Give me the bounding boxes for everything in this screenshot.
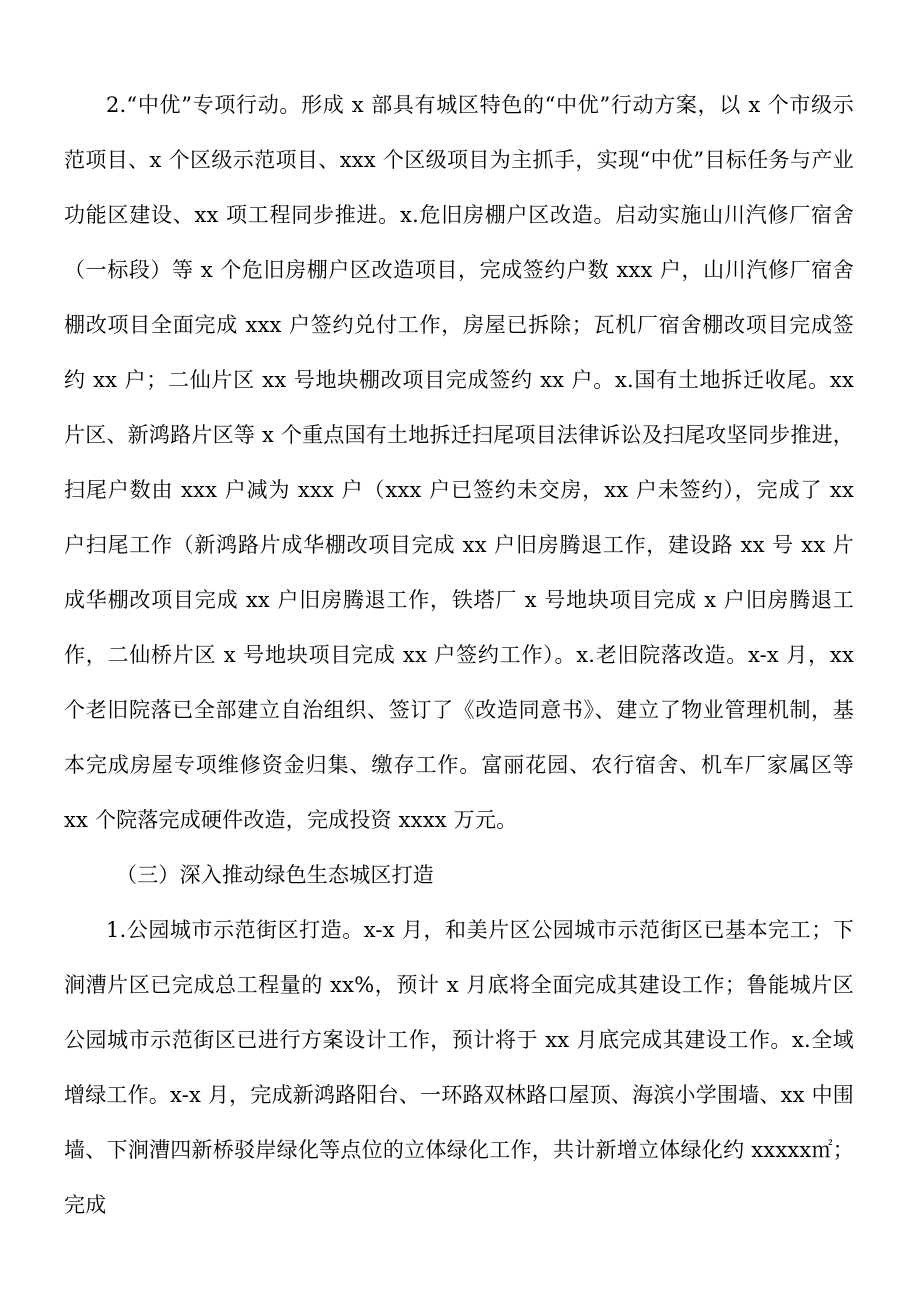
- section-heading: （三）深入推动绿色生态城区打造: [116, 863, 434, 887]
- paragraph-park-city: 1.公园城市示范街区打造。x-x 月，和美片区公园城市示范街区已基本完工；下涧漕片区已完成总工程量的 xx%，预计 x 月底将全面完成其建设工作；鲁能城片区公园城市示范街区已进行方案设计工作，预计将于 xx 月底完成其建设工作。x.全域增绿工作。x-x 月，完成新鸿路阳台、一环路双林路口屋顶、海滨小学围墙、xx 中围墙、下涧漕四新桥驳岸绿化等点位的立体绿化工作，共计新增立体绿化约 xxxxx㎡；完成: [64, 918, 854, 1217]
- paragraph-zhongyou-action: 2.“中优”专项行动。形成 x 部具有城区特色的“中优”行动方案，以 x 个市级示范项目、x 个区级示范项目、xxx 个区级项目为主抓手，实现“中优”目标任务与产业功能区建设、xx 项工程同步推进。x.危旧房棚户区改造。启动实施山川汽修厂宿舍（一标段）等 x 个危旧房棚户区改造项目，完成签约户数 xxx 户，山川汽修厂宿舍棚改项目全面完成 xxx 户签约兑付工作，房屋已拆除；瓦机厂宿舍棚改项目完成签约 xx 户；二仙片区 xx 号地块棚改项目完成签约 xx 户。x.国有土地拆迁收尾。xx 片区、新鸿路片区等 x 个重点国有土地拆迁扫尾项目法律诉讼及扫尾攻坚同步推进，扫尾户数由 xxx 户减为 xxx 户（xxx 户已签约未交房，xx 户未签约），完成了 xx 户扫尾工作（新鸿路片成华棚改项目完成 xx 户旧房腾退工作，建设路 xx 号 xx 片成华棚改项目完成 xx 户旧房腾退工作，铁塔厂 x 号地块项目完成 x 户旧房腾退工作，二仙桥片区 x 号地块项目完成 xx 户签约工作）。x.老旧院落改造。x-x 月，xx 个老旧院落已全部建立自治组织、签订了《改造同意书》、建立了物业管理机制，基本完成房屋专项维修资金归集、缴存工作。富丽花园、农行宿舍、机车厂家属区等 xx 个院落完成硬件改造，完成投资 xxxx 万元。: [64, 93, 854, 832]
